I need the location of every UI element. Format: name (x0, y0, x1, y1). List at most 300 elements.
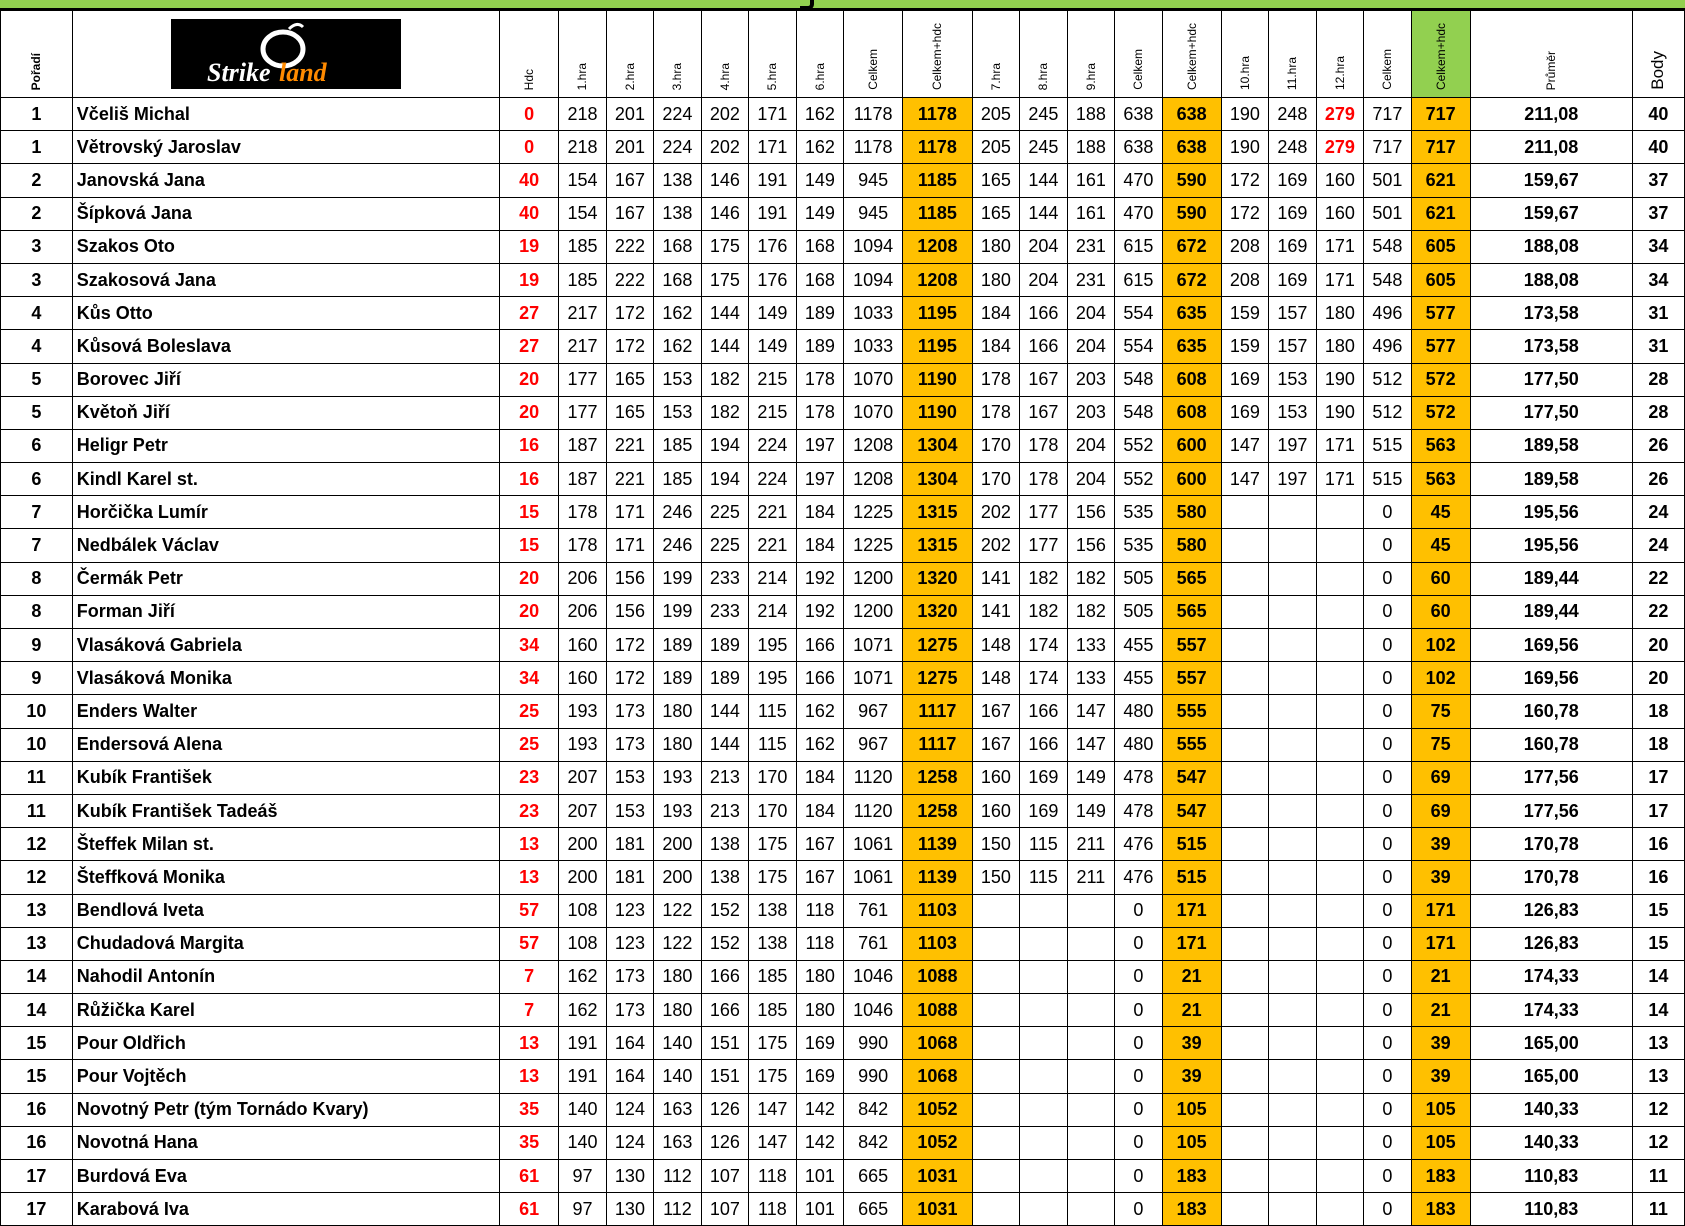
game-score-cell (972, 1126, 1019, 1159)
rank-cell: 7 (1, 529, 73, 562)
total-cell: 505 (1115, 562, 1162, 595)
header-game-12: 12.hra (1316, 11, 1363, 98)
game-score-cell (1269, 1126, 1316, 1159)
game-score-cell: 245 (1020, 98, 1067, 131)
game-score-cell: 150 (972, 861, 1019, 894)
game-score-cell (1316, 1093, 1363, 1126)
total-cell: 515 (1364, 463, 1411, 496)
game-score-cell: 138 (654, 197, 701, 230)
game-score-cell: 191 (749, 164, 796, 197)
game-score-cell (1221, 562, 1268, 595)
game-score-cell (1316, 496, 1363, 529)
total-hdc-cell: 171 (1162, 927, 1221, 960)
game-score-cell: 163 (654, 1093, 701, 1126)
game-score-cell: 160 (972, 794, 1019, 827)
table-row (1, 1126, 1685, 1159)
rank-cell: 16 (1, 1093, 73, 1126)
game-score-cell: 180 (654, 994, 701, 1027)
total-hdc-cell: 1031 (903, 1193, 972, 1226)
game-score-cell: 166 (1020, 728, 1067, 761)
game-score-cell: 182 (1020, 595, 1067, 628)
game-score-cell: 185 (559, 263, 606, 296)
average-cell: 189,58 (1470, 463, 1632, 496)
game-score-cell: 156 (1067, 529, 1114, 562)
game-score-cell: 107 (701, 1160, 748, 1193)
game-score-cell: 200 (559, 828, 606, 861)
player-name-cell: Heligr Petr (72, 429, 499, 462)
player-name-cell: Šteffek Milan st. (72, 828, 499, 861)
player-name-cell: Kubík František Tadeáš (72, 794, 499, 827)
game-score-cell: 140 (559, 1093, 606, 1126)
game-score-cell: 182 (1067, 562, 1114, 595)
game-score-cell: 138 (749, 894, 796, 927)
total-hdc-cell: 69 (1411, 794, 1470, 827)
total-hdc-cell: 605 (1411, 230, 1470, 263)
total-hdc-cell: 572 (1411, 363, 1470, 396)
average-cell: 189,58 (1470, 429, 1632, 462)
total-hdc-cell: 21 (1411, 994, 1470, 1027)
rank-cell: 13 (1, 927, 73, 960)
game-score-cell: 189 (796, 330, 843, 363)
game-score-cell: 164 (606, 1027, 653, 1060)
rank-cell: 2 (1, 164, 73, 197)
points-cell: 12 (1632, 1126, 1684, 1159)
average-cell: 195,56 (1470, 529, 1632, 562)
game-score-cell: 118 (749, 1193, 796, 1226)
game-score-cell: 162 (796, 695, 843, 728)
average-cell: 211,08 (1470, 98, 1632, 131)
game-score-cell: 174 (1020, 629, 1067, 662)
points-cell: 16 (1632, 861, 1684, 894)
total-cell: 1094 (844, 263, 903, 296)
total-cell: 0 (1364, 1027, 1411, 1060)
game-score-cell: 160 (1316, 197, 1363, 230)
total-hdc-cell: 1258 (903, 794, 972, 827)
game-score-cell: 194 (701, 463, 748, 496)
svg-text:Strike: Strike (206, 58, 271, 87)
game-score-cell: 181 (606, 861, 653, 894)
game-score-cell (1269, 1060, 1316, 1093)
total-hdc-cell: 171 (1411, 927, 1470, 960)
header-row (1, 11, 1685, 98)
average-cell: 140,33 (1470, 1093, 1632, 1126)
player-name-cell: Enders Walter (72, 695, 499, 728)
total-cell: 476 (1115, 861, 1162, 894)
total-cell: 501 (1364, 164, 1411, 197)
game-score-cell: 190 (1221, 98, 1268, 131)
game-score-cell: 182 (701, 363, 748, 396)
game-score-cell: 248 (1269, 98, 1316, 131)
game-score-cell (972, 927, 1019, 960)
total-cell: 548 (1115, 396, 1162, 429)
game-score-cell: 246 (654, 529, 701, 562)
game-score-cell: 167 (1020, 396, 1067, 429)
game-score-cell (1020, 994, 1067, 1027)
rank-cell: 15 (1, 1027, 73, 1060)
handicap-cell: 15 (500, 496, 559, 529)
game-score-cell: 168 (654, 230, 701, 263)
total-cell: 470 (1115, 197, 1162, 230)
total-cell: 0 (1364, 695, 1411, 728)
game-score-cell: 169 (796, 1060, 843, 1093)
game-score-cell: 184 (796, 496, 843, 529)
game-score-cell: 225 (701, 529, 748, 562)
game-score-cell: 199 (654, 595, 701, 628)
total-cell: 1061 (844, 861, 903, 894)
game-score-cell: 168 (654, 263, 701, 296)
total-hdc-cell: 39 (1411, 861, 1470, 894)
game-score-cell (1067, 960, 1114, 993)
game-score-cell: 166 (1020, 695, 1067, 728)
game-score-cell: 203 (1067, 363, 1114, 396)
handicap-cell: 7 (500, 960, 559, 993)
game-score-cell (972, 1060, 1019, 1093)
game-score-cell: 195 (749, 662, 796, 695)
game-score-cell (1269, 629, 1316, 662)
game-score-cell: 169 (1269, 164, 1316, 197)
total-hdc-cell: 1052 (903, 1093, 972, 1126)
game-score-cell: 153 (606, 794, 653, 827)
total-cell: 455 (1115, 629, 1162, 662)
game-score-cell (1221, 960, 1268, 993)
game-score-cell: 197 (1269, 429, 1316, 462)
points-cell: 13 (1632, 1060, 1684, 1093)
game-score-cell (1316, 761, 1363, 794)
total-cell: 0 (1115, 1093, 1162, 1126)
table-row (1, 662, 1685, 695)
total-hdc-cell: 1195 (903, 297, 972, 330)
rank-cell: 10 (1, 695, 73, 728)
total-hdc-cell: 600 (1162, 463, 1221, 496)
player-name-cell: Květoň Jiří (72, 396, 499, 429)
player-name-cell: Šteffková Monika (72, 861, 499, 894)
player-name-cell: Vlasáková Gabriela (72, 629, 499, 662)
player-name-cell: Pour Oldřich (72, 1027, 499, 1060)
total-cell: 1046 (844, 960, 903, 993)
handicap-cell: 57 (500, 894, 559, 927)
game-score-cell: 167 (606, 164, 653, 197)
game-score-cell: 144 (1020, 197, 1067, 230)
game-score-cell: 178 (796, 396, 843, 429)
game-score-cell (1269, 1160, 1316, 1193)
strikeland-logo (171, 19, 401, 89)
total-hdc-cell: 1117 (903, 695, 972, 728)
total-hdc-cell: 102 (1411, 629, 1470, 662)
total-cell: 1208 (844, 429, 903, 462)
header-total-hdc-2: Celkem+hdc (1162, 11, 1221, 98)
game-score-cell (1316, 1126, 1363, 1159)
average-cell: 177,56 (1470, 794, 1632, 827)
handicap-cell: 35 (500, 1126, 559, 1159)
rank-cell: 8 (1, 595, 73, 628)
total-cell: 615 (1115, 230, 1162, 263)
game-score-cell: 173 (606, 728, 653, 761)
game-score-cell: 165 (606, 396, 653, 429)
game-score-cell (972, 1027, 1019, 1060)
player-name-cell: Borovec Jiří (72, 363, 499, 396)
game-score-cell: 171 (1316, 463, 1363, 496)
game-score-cell: 172 (606, 662, 653, 695)
game-score-cell (1221, 894, 1268, 927)
game-score-cell: 146 (701, 197, 748, 230)
game-score-cell: 124 (606, 1126, 653, 1159)
total-hdc-cell: 638 (1162, 131, 1221, 164)
game-score-cell: 185 (559, 230, 606, 263)
total-cell: 0 (1364, 1126, 1411, 1159)
game-score-cell: 211 (1067, 828, 1114, 861)
total-hdc-cell: 105 (1162, 1126, 1221, 1159)
header-game-6: 6.hra (796, 11, 843, 98)
game-score-cell: 171 (606, 496, 653, 529)
total-hdc-cell: 580 (1162, 529, 1221, 562)
total-hdc-cell: 580 (1162, 496, 1221, 529)
handicap-cell: 20 (500, 562, 559, 595)
table-row (1, 794, 1685, 827)
game-score-cell: 169 (1221, 363, 1268, 396)
game-score-cell: 122 (654, 894, 701, 927)
table-row (1, 230, 1685, 263)
game-score-cell (1067, 1193, 1114, 1226)
average-cell: 159,67 (1470, 197, 1632, 230)
total-hdc-cell: 171 (1411, 894, 1470, 927)
rank-cell: 6 (1, 463, 73, 496)
game-score-cell: 159 (1221, 330, 1268, 363)
average-cell: 140,33 (1470, 1126, 1632, 1159)
player-name-cell: Včeliš Michal (72, 98, 499, 131)
header-total-1: Celkem (844, 11, 903, 98)
table-row (1, 861, 1685, 894)
total-hdc-cell: 105 (1162, 1093, 1221, 1126)
game-score-cell: 167 (606, 197, 653, 230)
game-score-cell: 144 (701, 728, 748, 761)
game-score-cell: 150 (972, 828, 1019, 861)
game-score-cell: 162 (796, 98, 843, 131)
total-cell: 0 (1364, 761, 1411, 794)
game-score-cell: 124 (606, 1093, 653, 1126)
total-cell: 1071 (844, 662, 903, 695)
rank-cell: 1 (1, 131, 73, 164)
total-hdc-cell: 1190 (903, 396, 972, 429)
total-hdc-cell: 1103 (903, 894, 972, 927)
game-score-cell: 215 (749, 396, 796, 429)
rank-cell: 2 (1, 197, 73, 230)
handicap-cell: 27 (500, 297, 559, 330)
header-rank: Pořadí (1, 11, 73, 98)
total-cell: 0 (1364, 927, 1411, 960)
handicap-cell: 19 (500, 263, 559, 296)
total-cell: 1120 (844, 794, 903, 827)
handicap-cell: 40 (500, 197, 559, 230)
game-score-cell: 184 (796, 529, 843, 562)
game-score-cell (1221, 529, 1268, 562)
game-score-cell: 126 (701, 1126, 748, 1159)
game-score-cell: 172 (606, 297, 653, 330)
total-cell: 535 (1115, 496, 1162, 529)
total-cell: 496 (1364, 297, 1411, 330)
game-score-cell: 160 (559, 662, 606, 695)
game-score-cell: 169 (1269, 263, 1316, 296)
total-cell: 1208 (844, 463, 903, 496)
game-score-cell (1316, 1160, 1363, 1193)
header-total-hdc-1: Celkem+hdc (903, 11, 972, 98)
game-score-cell: 169 (1269, 230, 1316, 263)
game-score-cell: 180 (796, 994, 843, 1027)
game-score-cell: 168 (796, 263, 843, 296)
total-hdc-cell: 1320 (903, 562, 972, 595)
game-score-cell: 190 (1316, 363, 1363, 396)
game-score-cell: 167 (796, 828, 843, 861)
total-cell: 990 (844, 1060, 903, 1093)
total-cell: 0 (1364, 1093, 1411, 1126)
game-score-cell (1316, 960, 1363, 993)
game-score-cell: 126 (701, 1093, 748, 1126)
game-score-cell: 184 (796, 794, 843, 827)
total-cell: 1071 (844, 629, 903, 662)
game-score-cell (1316, 595, 1363, 628)
total-hdc-cell: 555 (1162, 695, 1221, 728)
header-game-2: 2.hra (606, 11, 653, 98)
table-row (1, 1160, 1685, 1193)
total-cell: 496 (1364, 330, 1411, 363)
game-score-cell (1221, 761, 1268, 794)
game-score-cell: 123 (606, 927, 653, 960)
total-hdc-cell: 608 (1162, 363, 1221, 396)
game-score-cell (1269, 894, 1316, 927)
game-score-cell (1221, 1193, 1268, 1226)
average-cell: 188,08 (1470, 230, 1632, 263)
points-cell: 40 (1632, 131, 1684, 164)
total-hdc-cell: 183 (1162, 1160, 1221, 1193)
game-score-cell (1020, 1093, 1067, 1126)
game-score-cell: 205 (972, 98, 1019, 131)
average-cell: 189,44 (1470, 595, 1632, 628)
rank-cell: 11 (1, 761, 73, 794)
handicap-cell: 16 (500, 463, 559, 496)
table-row (1, 1060, 1685, 1093)
game-score-cell (1269, 761, 1316, 794)
total-hdc-cell: 605 (1411, 263, 1470, 296)
game-score-cell: 193 (559, 695, 606, 728)
game-score-cell: 118 (796, 894, 843, 927)
total-cell: 0 (1115, 894, 1162, 927)
average-cell: 126,83 (1470, 894, 1632, 927)
game-score-cell: 115 (1020, 861, 1067, 894)
table-row (1, 363, 1685, 396)
average-cell: 177,56 (1470, 761, 1632, 794)
rank-cell: 10 (1, 728, 73, 761)
game-score-cell: 118 (749, 1160, 796, 1193)
total-cell: 515 (1364, 429, 1411, 462)
game-score-cell (1221, 861, 1268, 894)
total-hdc-cell: 1178 (903, 98, 972, 131)
rank-cell: 8 (1, 562, 73, 595)
total-hdc-cell: 183 (1411, 1193, 1470, 1226)
game-score-cell: 112 (654, 1193, 701, 1226)
total-hdc-cell: 577 (1411, 297, 1470, 330)
game-score-cell (1020, 1193, 1067, 1226)
table-row (1, 263, 1685, 296)
total-hdc-cell: 39 (1162, 1027, 1221, 1060)
game-score-cell: 231 (1067, 263, 1114, 296)
game-score-cell: 185 (654, 429, 701, 462)
game-score-cell: 138 (701, 828, 748, 861)
game-score-cell: 215 (749, 363, 796, 396)
rank-cell: 7 (1, 496, 73, 529)
player-name-cell: Karabová Iva (72, 1193, 499, 1226)
rank-cell: 17 (1, 1193, 73, 1226)
points-cell: 17 (1632, 794, 1684, 827)
points-cell: 20 (1632, 629, 1684, 662)
game-score-cell: 130 (606, 1193, 653, 1226)
game-score-cell: 152 (701, 894, 748, 927)
game-score-cell (1221, 496, 1268, 529)
points-cell: 12 (1632, 1093, 1684, 1126)
total-cell: 0 (1115, 1160, 1162, 1193)
total-cell: 0 (1364, 1193, 1411, 1226)
game-score-cell: 151 (701, 1060, 748, 1093)
game-score-cell (1067, 1093, 1114, 1126)
handicap-cell: 0 (500, 98, 559, 131)
total-cell: 945 (844, 164, 903, 197)
game-score-cell: 204 (1067, 429, 1114, 462)
game-score-cell (1316, 529, 1363, 562)
game-score-cell: 192 (796, 595, 843, 628)
handicap-cell: 34 (500, 629, 559, 662)
game-score-cell: 218 (559, 98, 606, 131)
total-cell: 1200 (844, 562, 903, 595)
total-cell: 478 (1115, 794, 1162, 827)
game-score-cell: 161 (1067, 197, 1114, 230)
total-hdc-cell: 590 (1162, 197, 1221, 230)
game-score-cell: 180 (972, 263, 1019, 296)
game-score-cell: 176 (749, 230, 796, 263)
game-score-cell: 138 (654, 164, 701, 197)
total-hdc-cell: 1088 (903, 960, 972, 993)
total-hdc-cell: 563 (1411, 463, 1470, 496)
total-cell: 535 (1115, 529, 1162, 562)
game-score-cell (1316, 794, 1363, 827)
game-score-cell: 108 (559, 894, 606, 927)
player-name-cell: Kůsová Boleslava (72, 330, 499, 363)
total-hdc-cell: 39 (1411, 1027, 1470, 1060)
total-hdc-cell: 39 (1162, 1060, 1221, 1093)
total-hdc-cell: 608 (1162, 396, 1221, 429)
game-score-cell: 199 (654, 562, 701, 595)
game-score-cell: 168 (796, 230, 843, 263)
total-hdc-cell: 1178 (903, 131, 972, 164)
game-score-cell: 169 (796, 1027, 843, 1060)
game-score-cell (1269, 1027, 1316, 1060)
game-score-cell: 140 (654, 1027, 701, 1060)
average-cell: 177,50 (1470, 396, 1632, 429)
total-hdc-cell: 1304 (903, 429, 972, 462)
points-cell: 34 (1632, 263, 1684, 296)
game-score-cell (1316, 662, 1363, 695)
game-score-cell: 156 (606, 562, 653, 595)
game-score-cell: 97 (559, 1193, 606, 1226)
total-cell: 1061 (844, 828, 903, 861)
total-hdc-cell: 577 (1411, 330, 1470, 363)
game-score-cell: 191 (559, 1060, 606, 1093)
handicap-cell: 13 (500, 1060, 559, 1093)
game-score-cell: 180 (972, 230, 1019, 263)
game-score-cell: 161 (1067, 164, 1114, 197)
game-score-cell: 149 (1067, 761, 1114, 794)
total-cell: 476 (1115, 828, 1162, 861)
game-score-cell: 193 (654, 794, 701, 827)
game-score-cell (1020, 1027, 1067, 1060)
total-hdc-cell: 105 (1411, 1093, 1470, 1126)
